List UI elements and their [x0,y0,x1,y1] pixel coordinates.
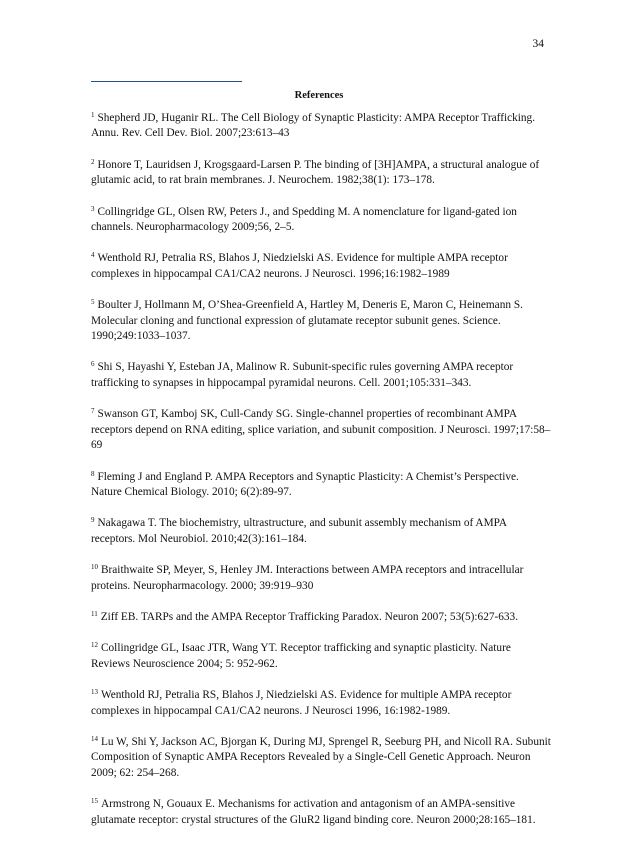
reference-item [91,407,551,453]
reference-item [91,298,551,344]
reference-text: Collingridge GL, Olsen RW, Peters J., and Spedding M. A nomenclature for ligand-gated ion channels. Neuropharmacology 2009;56, 2–5. [91,205,517,234]
reference-item [91,470,551,501]
reference-text: Collingridge GL, Isaac JTR, Wang YT. Receptor trafficking and synaptic plasticity. Nature Reviews Neuroscience 2004; 5: 952-962. [91,642,511,670]
reference-item [91,111,551,142]
reference-number: 5 [91,298,95,307]
reference-number: 3 [91,204,95,213]
reference-number: 14 [91,734,98,743]
reference-item [91,516,551,547]
footnote-separator [91,81,242,82]
reference-number: 12 [91,641,98,650]
page-number: 34 [532,38,544,50]
reference-item [91,360,551,391]
reference-text: Shi S, Hayashi Y, Esteban JA, Malinow R. Subunit-specific rules governing AMPA receptor trafficking to synapses in hippocampal pyramidal neurons. Cell. 2001;105:331–343. [91,361,514,389]
reference-item [91,251,551,282]
references-heading-text: References [294,90,344,101]
reference-text: Fleming J and England P. AMPA Receptors and Synaptic Plasticity: A Chemist’s Perspective. Nature Chemical Biology. 2010; 6(2):89-97. [91,470,519,498]
reference-text: Lu W, Shi Y, Jackson AC, Bjorgan K, During MJ, Sprengel R, Seeburg PH, and Nicoll RA. Subunit Composition of Synaptic AMPA Receptors Revealed by a Single-Cell Genetic Approach. Neuron 2009; 62: 254–268. [91,735,551,779]
reference-number: 6 [91,360,95,369]
reference-item [91,205,551,236]
reference-text: Wenthold RJ, Petralia RS, Blahos J, Niedzielski AS. Evidence for multiple AMPA receptor complexes in hippocampal CA1/CA2 neurons. J Neurosci. 1996;16:1982–1989 [91,252,508,280]
reference-number: 4 [91,251,95,260]
reference-number: 9 [91,516,95,525]
reference-text: Nakagawa T. The biochemistry, ultrastructure, and subunit assembly mechanism of AMPA receptors. Mol Neurobiol. 2010;42(3):161–184. [91,517,507,545]
reference-number: 13 [91,688,98,697]
reference-text: Armstrong N, Gouaux E. Mechanisms for activation and antagonism of an AMPA-sensitive glutamate receptor: crystal structures of the GluR2 ligand binding core. Neuron 2000;28:165–181. [91,798,536,826]
reference-item [91,610,551,625]
reference-item [91,688,551,719]
reference-number: 1 [91,111,95,119]
reference-list [91,111,551,844]
reference-item [91,641,551,672]
reference-text: Swanson GT, Kamboj SK, Cull-Candy SG. Single-channel properties of recombinant AMPA receptors depend on RNA editing, splice variation, and subunit composition. J Neurosci. 1997;17:58–69 [91,408,551,452]
reference-text: Ziff EB. TARPs and the AMPA Receptor Trafficking Paradox. Neuron 2007; 53(5):627-633. [100,610,519,623]
reference-item [91,158,551,189]
reference-number: 15 [91,797,98,806]
reference-item [91,735,551,781]
reference-text: Shepherd JD, Huganir RL. The Cell Biology of Synaptic Plasticity: AMPA Receptor Trafficking. Annu. Rev. Cell Dev. Biol. 2007;23:613–43 [91,112,536,140]
reference-item [91,797,551,828]
reference-number: 2 [91,157,95,166]
reference-number: 11 [91,609,98,618]
reference-text: Braithwaite SP, Meyer, S, Henley JM. Interactions between AMPA receptors and intracellular proteins. Neuropharmacology. 2000; 39:919–930 [91,564,524,592]
reference-number: 10 [91,563,98,572]
reference-text: Wenthold RJ, Petralia RS, Blahos J, Niedzielski AS. Evidence for multiple AMPA receptor complexes in hippocampal CA1/CA2 neurons. J Neurosci 1996, 16:1982-1989. [91,689,512,717]
reference-item [91,563,551,594]
reference-text: Honore T, Lauridsen J, Krogsgaard-Larsen P. The binding of [3H]AMPA, a structural analogue of glutamic acid, to rat brain membranes. J. Neurochem. 1982;38(1): 173–178. [91,158,540,187]
reference-text: Boulter J, Hollmann M, O’Shea-Greenfield A, Hartley M, Deneris E, Maron C, Heinemann S. Molecular cloning and functional expression of glutamate receptor subunit genes. Science. 1990;249:1033–1037. [91,299,523,343]
reference-number: 8 [91,469,95,478]
references-heading [0,90,638,101]
reference-number: 7 [91,407,95,416]
